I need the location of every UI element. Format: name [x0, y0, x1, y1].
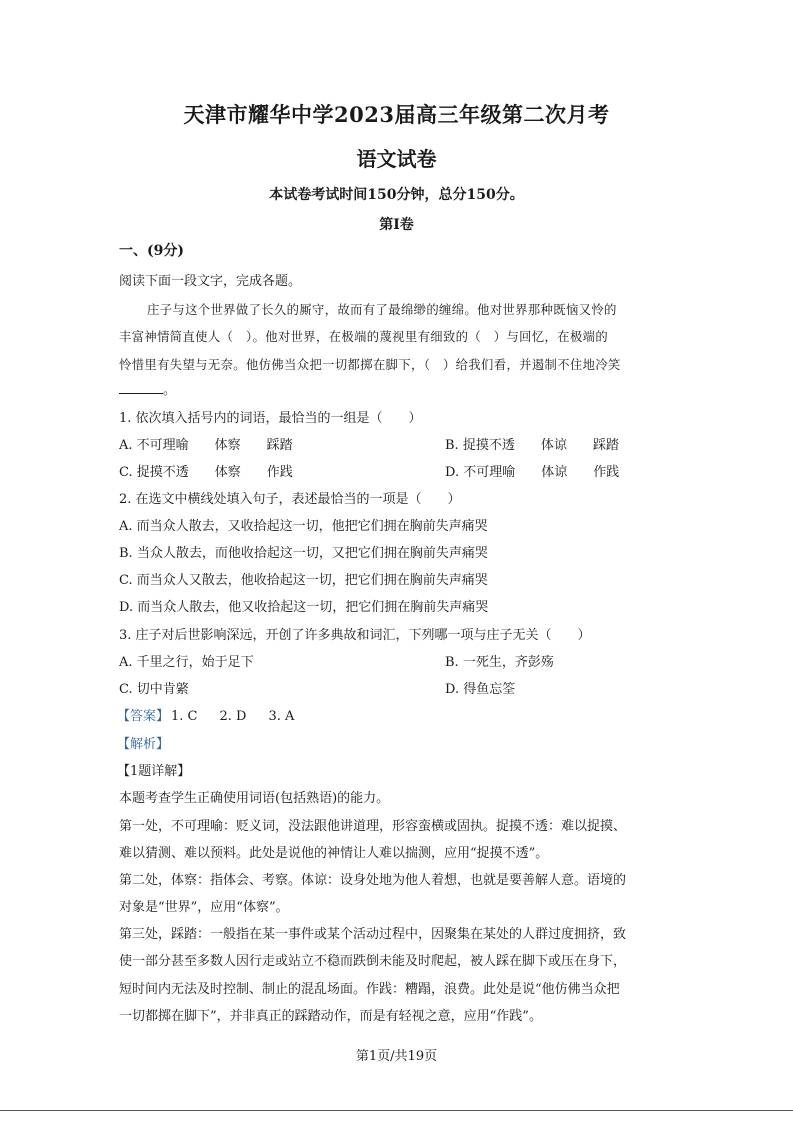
- analysis-intro: 本题考查学生正确使用词语(包括熟语)的能力。: [119, 791, 390, 806]
- analysis-subheading: 【1题详解】: [117, 764, 191, 779]
- passage-line-4-end: 。: [163, 383, 177, 398]
- page-number: 第1页/共19页: [355, 1049, 438, 1064]
- section-heading: 一、(9分): [119, 243, 184, 259]
- question-1-option-a[interactable]: A. 不可理喻 体察 踩踏: [119, 438, 293, 453]
- analysis-label: 【解析】: [117, 737, 170, 752]
- answer-row: [117, 708, 316, 726]
- answer-label: 【答案】: [117, 709, 170, 724]
- question-2-stem: 2. 在选文中横线处填入句子，表述最恰当的一项是（ ）: [119, 492, 461, 507]
- answer-item-3: 3. A: [268, 709, 295, 724]
- analysis-p3-line3: 短时间内无法及时控制、制止的混乱场面。作践：糟蹋，浪费。此处是说“他仿佛当众把: [119, 982, 620, 997]
- section-instruction: 阅读下面一段文字，完成各题。: [119, 274, 302, 289]
- analysis-p3-line2: 使一部分甚至多数人因行走或站立不稳而跌倒未能及时爬起，被人踩在脚下或压在身下，: [119, 954, 627, 969]
- bottom-divider: [0, 1110, 793, 1111]
- question-2-option-d[interactable]: D. 而当众人散去，他又收拾起这一切，把它们拥在胸前失声痛哭: [119, 600, 489, 615]
- question-1-stem: 1. 依次填入括号内的词语，最恰当的一组是（ ）: [119, 411, 422, 426]
- question-3-option-c[interactable]: C. 切中肯綮: [119, 682, 189, 697]
- analysis-p2-line1: 第二处，体察：指体会、考察。体谅：设身处地为他人着想，也就是要善解人意。语境的: [119, 873, 627, 888]
- volume-label: 第Ⅰ卷: [379, 217, 414, 233]
- subject-title: 语文试卷: [356, 147, 437, 171]
- answer-item-2: 2. D: [219, 709, 247, 724]
- question-3-option-a[interactable]: A. 千里之行，始于足下: [119, 655, 254, 670]
- question-1-option-d[interactable]: D. 不可理喻 体谅 作践: [445, 465, 620, 480]
- passage-line-4: [119, 381, 176, 400]
- analysis-p3-line1: 第三处，踩踏：一般指在某一事件或某个活动过程中，因聚集在某处的人群过度拥挤，致: [119, 927, 627, 942]
- question-1-option-b[interactable]: B. 捉摸不透 体谅 踩踏: [445, 438, 619, 453]
- question-2-option-c[interactable]: C. 而当众人又散去，他收拾起这一切，把它们拥在胸前失声痛哭: [119, 573, 488, 588]
- question-2-option-a[interactable]: A. 而当众人散去，又收拾起这一切，他把它们拥在胸前失声痛哭: [119, 519, 488, 534]
- question-2-option-b[interactable]: B. 当众人散去，而他收拾起这一切，又把它们拥在胸前失声痛哭: [119, 546, 488, 561]
- fill-blank: [119, 381, 163, 394]
- question-3-stem: 3. 庄子对后世影响深远，开创了许多典故和词汇，下列哪一项与庄子无关（ ）: [119, 628, 591, 643]
- question-3-option-b[interactable]: B. 一死生，齐彭殇: [445, 655, 554, 670]
- passage-line-1: 庄子与这个世界做了长久的厮守，故而有了最绵缈的缠绵。他对世界那种既恼又怜的: [147, 303, 617, 317]
- answer-item-1: 1. C: [171, 709, 198, 724]
- question-1-option-c[interactable]: C. 捉摸不透 体察 作践: [119, 465, 293, 480]
- analysis-p1-line1: 第一处，不可理喻：贬义词，没法跟他讲道理，形容蛮横或固执。捉摸不透：难以捉摸、: [119, 819, 627, 834]
- analysis-p3-line4: 一切都掷在脚下”，并非真正的踩踏动作，而是有轻视之意，应用“作践”。: [119, 1009, 542, 1024]
- passage-line-2: 丰富神情简直使人（ ）。他对世界，在极端的蔑视里有细致的（ ）与回忆，在极端的: [119, 330, 609, 344]
- exam-title: 天津市耀华中学2023届高三年级第二次月考: [183, 102, 610, 127]
- passage-line-3: 怜惜里有失望与无奈。他仿佛当众把一切都掷在脚下，（ ）给我们看，并遏制不住地冷笑: [119, 358, 621, 372]
- exam-info: 本试卷考试时间150分钟，总分150分。: [269, 187, 524, 203]
- analysis-p2-line2: 对象是“世界”，应用“体察”。: [119, 900, 289, 915]
- analysis-p1-line2: 难以猜测、难以预料。此处是说他的神情让人难以揣测，应用“捉摸不透”。: [119, 846, 549, 861]
- question-3-option-d[interactable]: D. 得鱼忘筌: [445, 682, 516, 697]
